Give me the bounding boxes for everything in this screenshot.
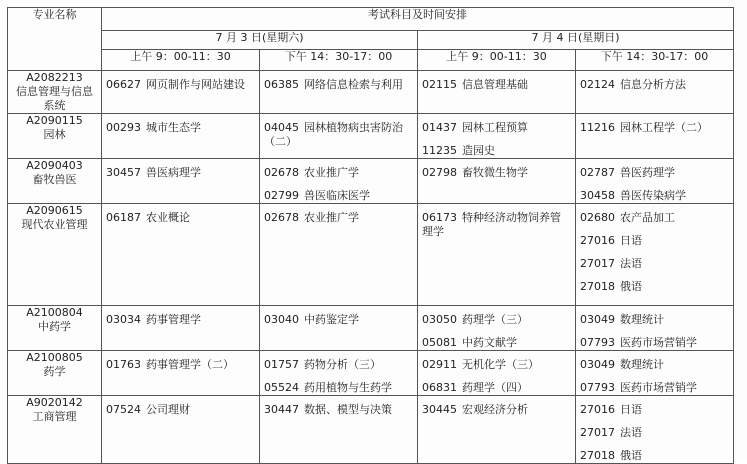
course-code: 05081 xyxy=(422,336,457,349)
session-cell xyxy=(418,204,576,306)
course-code: 01757 xyxy=(264,358,299,371)
session-cell xyxy=(576,114,734,159)
major-name: 工商管理 xyxy=(32,410,77,423)
course-entry xyxy=(264,358,413,372)
session-cell xyxy=(576,351,734,396)
course-entry xyxy=(264,121,413,149)
session-cell xyxy=(418,71,576,114)
session-cell xyxy=(418,396,576,464)
major-cell xyxy=(8,396,102,464)
major-code: A2090615 xyxy=(26,204,83,217)
course-entry xyxy=(580,336,729,350)
major-cell xyxy=(8,306,102,351)
table-row xyxy=(8,71,734,114)
course-code: 02680 xyxy=(580,211,615,224)
major-cell xyxy=(8,204,102,306)
date-header-day2: 7 月 4 日(星期日) xyxy=(418,31,734,50)
course-name: 农业概论 xyxy=(146,211,190,224)
major-name: 园林 xyxy=(43,128,66,141)
table-row xyxy=(8,351,734,396)
session-cell xyxy=(260,71,418,114)
exam-schedule-table xyxy=(7,7,734,464)
course-code: 02911 xyxy=(422,358,457,371)
course-name: 兽医病理学 xyxy=(146,166,201,179)
course-entry xyxy=(580,280,729,294)
course-name: 俄语 xyxy=(620,280,642,293)
course-code: 01437 xyxy=(422,121,457,134)
course-name: 兽医药理学 xyxy=(620,166,675,179)
session-cell xyxy=(260,114,418,159)
course-name: 特种经济动物饲养管理学 xyxy=(422,211,561,238)
session-cell xyxy=(418,159,576,204)
course-code: 27017 xyxy=(580,257,615,270)
course-name: 数理统计 xyxy=(620,313,664,326)
major-name: 信息管理与信息系统 xyxy=(16,85,93,112)
course-entry xyxy=(106,358,255,372)
major-column-header: 专业名称 xyxy=(8,8,102,71)
course-code: 03034 xyxy=(106,313,141,326)
table-row xyxy=(8,204,734,306)
course-entry xyxy=(264,403,413,417)
course-name: 农业推广学 xyxy=(304,166,359,179)
table-row xyxy=(8,159,734,204)
course-entry xyxy=(264,78,413,92)
course-code: 03040 xyxy=(264,313,299,326)
course-name: 中药文献学 xyxy=(462,336,517,349)
course-entry xyxy=(580,166,729,180)
course-name: 信息分析方法 xyxy=(620,78,686,91)
course-entry xyxy=(580,189,729,203)
course-name: 畜牧微生物学 xyxy=(462,166,528,179)
course-name: 医药市场营销学 xyxy=(620,336,697,349)
course-code: 06831 xyxy=(422,381,457,394)
session-cell xyxy=(260,306,418,351)
course-code: 27016 xyxy=(580,234,615,247)
course-code: 01763 xyxy=(106,358,141,371)
course-name: 无机化学（三） xyxy=(462,358,539,371)
major-cell xyxy=(8,351,102,396)
course-code: 03049 xyxy=(580,313,615,326)
course-name: 网页制作与网站建设 xyxy=(146,78,245,91)
course-code: 02115 xyxy=(422,78,457,91)
course-code: 04045 xyxy=(264,121,299,134)
course-code: 30445 xyxy=(422,403,457,416)
course-code: 07793 xyxy=(580,381,615,394)
session-cell xyxy=(418,351,576,396)
session-cell xyxy=(102,351,260,396)
major-code: A2082213 xyxy=(26,71,83,84)
course-entry xyxy=(580,257,729,271)
course-entry xyxy=(580,313,729,327)
session-cell xyxy=(576,71,734,114)
course-entry xyxy=(580,121,729,135)
course-entry xyxy=(422,403,571,417)
time-header-day2-am: 上午 9：00-11：30 xyxy=(418,50,576,71)
major-code: A9020142 xyxy=(26,396,83,409)
course-entry xyxy=(422,381,571,395)
course-code: 27017 xyxy=(580,426,615,439)
session-cell xyxy=(260,204,418,306)
session-cell xyxy=(576,159,734,204)
table-body xyxy=(8,71,734,464)
session-cell xyxy=(418,114,576,159)
course-entry xyxy=(580,449,729,463)
table-row xyxy=(8,396,734,464)
session-cell xyxy=(102,306,260,351)
course-name: 宏观经济分析 xyxy=(462,403,528,416)
course-code: 06385 xyxy=(264,78,299,91)
course-name: 园林工程学（二） xyxy=(620,121,708,134)
course-entry xyxy=(580,234,729,248)
major-code: A2100805 xyxy=(26,351,83,364)
session-cell xyxy=(260,159,418,204)
major-name: 现代农业管理 xyxy=(21,218,88,231)
course-name: 园林工程预算 xyxy=(462,121,528,134)
course-code: 30447 xyxy=(264,403,299,416)
session-cell xyxy=(576,396,734,464)
course-name: 俄语 xyxy=(620,449,642,462)
course-entry xyxy=(106,166,255,180)
course-code: 30458 xyxy=(580,189,615,202)
course-entry xyxy=(422,121,571,135)
course-entry xyxy=(580,403,729,417)
course-entry xyxy=(580,78,729,92)
course-entry xyxy=(580,211,729,225)
course-name: 园林植物病虫害防治（二） xyxy=(264,121,403,148)
course-name: 城市生态学 xyxy=(146,121,201,134)
session-cell xyxy=(102,114,260,159)
major-name: 药学 xyxy=(43,365,66,378)
major-code: A2090115 xyxy=(26,114,83,127)
major-code: A2090403 xyxy=(26,159,83,172)
course-name: 农产品加工 xyxy=(620,211,675,224)
major-code: A2100804 xyxy=(26,306,83,319)
course-code: 07793 xyxy=(580,336,615,349)
major-cell xyxy=(8,114,102,159)
course-entry xyxy=(106,211,255,225)
session-cell xyxy=(102,396,260,464)
course-code: 02798 xyxy=(422,166,457,179)
course-entry xyxy=(264,211,413,225)
course-code: 06173 xyxy=(422,211,457,224)
course-name: 法语 xyxy=(620,426,642,439)
table-row xyxy=(8,114,734,159)
course-entry xyxy=(580,381,729,395)
course-entry xyxy=(422,144,571,158)
course-name: 日语 xyxy=(620,403,642,416)
course-code: 03049 xyxy=(580,358,615,371)
course-code: 07524 xyxy=(106,403,141,416)
course-entry xyxy=(422,336,571,350)
date-header-day1: 7 月 3 日(星期六) xyxy=(102,31,418,50)
course-code: 02678 xyxy=(264,166,299,179)
course-code: 11235 xyxy=(422,144,457,157)
course-name: 数理统计 xyxy=(620,358,664,371)
major-name: 中药学 xyxy=(38,320,71,333)
session-cell xyxy=(576,306,734,351)
course-name: 药事管理学 xyxy=(146,313,201,326)
time-header-day2-pm: 下午 14：30-17：00 xyxy=(576,50,734,71)
course-name: 药事管理学（二） xyxy=(146,358,234,371)
session-cell xyxy=(260,351,418,396)
table-header xyxy=(8,8,734,71)
course-entry xyxy=(106,403,255,417)
course-name: 兽医临床医学 xyxy=(304,189,370,202)
major-cell xyxy=(8,159,102,204)
course-name: 中药鉴定学 xyxy=(304,313,359,326)
table-row xyxy=(8,306,734,351)
course-name: 药用植物与生药学 xyxy=(304,381,392,394)
course-entry xyxy=(422,166,571,180)
course-code: 27018 xyxy=(580,280,615,293)
course-entry xyxy=(264,189,413,203)
course-name: 公司理财 xyxy=(146,403,190,416)
session-cell xyxy=(418,306,576,351)
time-header-day1-am: 上午 9：00-11：30 xyxy=(102,50,260,71)
session-cell xyxy=(260,396,418,464)
course-name: 造园史 xyxy=(462,144,495,157)
course-name: 农业推广学 xyxy=(304,211,359,224)
course-entry xyxy=(580,426,729,440)
course-entry xyxy=(422,313,571,327)
course-code: 11216 xyxy=(580,121,615,134)
course-code: 30457 xyxy=(106,166,141,179)
course-entry xyxy=(264,166,413,180)
course-code: 02799 xyxy=(264,189,299,202)
course-name: 兽医传染病学 xyxy=(620,189,686,202)
course-name: 网络信息检索与利用 xyxy=(304,78,403,91)
course-name: 药理学（三） xyxy=(462,313,528,326)
session-cell xyxy=(102,204,260,306)
course-code: 05524 xyxy=(264,381,299,394)
course-name: 日语 xyxy=(620,234,642,247)
course-name: 信息管理基础 xyxy=(462,78,528,91)
course-entry xyxy=(106,78,255,92)
course-code: 27018 xyxy=(580,449,615,462)
course-entry xyxy=(422,78,571,92)
course-entry xyxy=(422,358,571,372)
course-code: 00293 xyxy=(106,121,141,134)
course-code: 02787 xyxy=(580,166,615,179)
course-code: 02678 xyxy=(264,211,299,224)
course-code: 06627 xyxy=(106,78,141,91)
major-cell xyxy=(8,71,102,114)
course-entry xyxy=(106,121,255,135)
course-name: 法语 xyxy=(620,257,642,270)
course-code: 06187 xyxy=(106,211,141,224)
course-name: 医药市场营销学 xyxy=(620,381,697,394)
time-header-day1-pm: 下午 14：30-17：00 xyxy=(260,50,418,71)
session-cell xyxy=(102,159,260,204)
course-name: 药理学（四） xyxy=(462,381,528,394)
session-cell xyxy=(102,71,260,114)
session-cell xyxy=(576,204,734,306)
course-entry xyxy=(264,313,413,327)
course-entry xyxy=(580,358,729,372)
schedule-title-header: 考试科目及时间安排 xyxy=(102,8,734,31)
course-entry xyxy=(264,381,413,395)
course-code: 03050 xyxy=(422,313,457,326)
course-code: 02124 xyxy=(580,78,615,91)
course-entry xyxy=(106,313,255,327)
course-name: 药物分析（三） xyxy=(304,358,381,371)
major-name: 畜牧兽医 xyxy=(32,173,77,186)
course-name: 数据、模型与决策 xyxy=(304,403,392,416)
course-code: 27016 xyxy=(580,403,615,416)
course-entry xyxy=(422,211,571,239)
